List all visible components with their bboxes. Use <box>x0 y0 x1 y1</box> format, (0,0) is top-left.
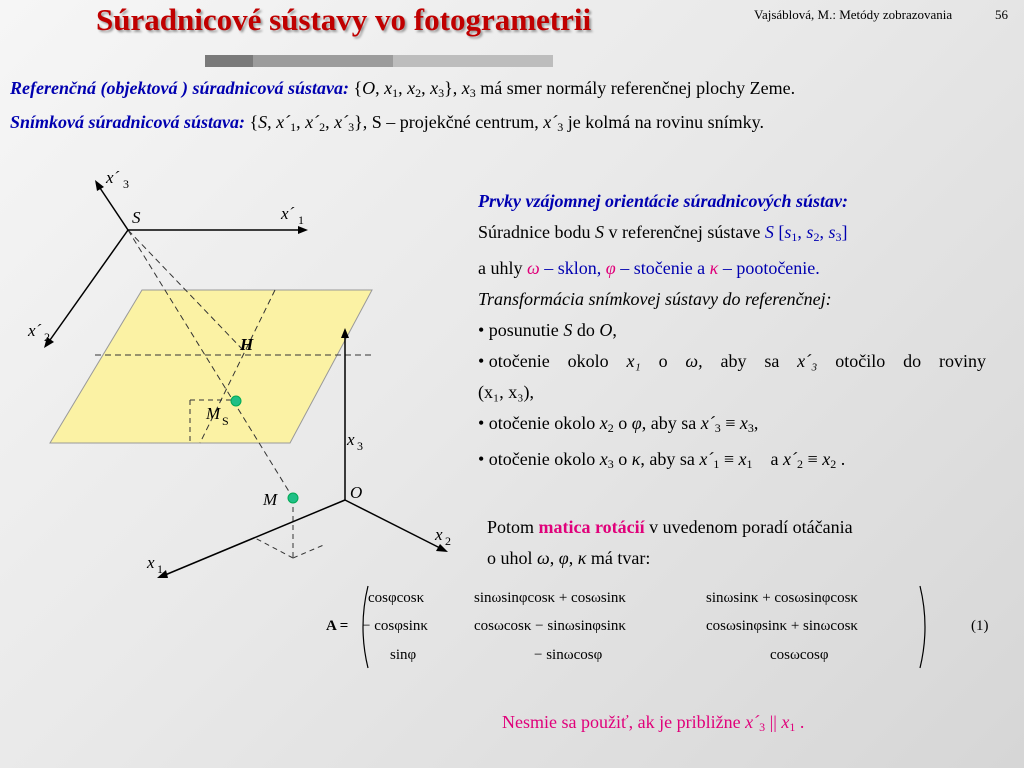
header-reference: Vajsáblová, M.: Metódy zobrazovania <box>754 7 953 22</box>
matrix-cell: − sinωcosφ <box>534 647 603 663</box>
label-ms: M <box>206 404 221 423</box>
page-number: 56 <box>995 7 1008 22</box>
label-x1: x <box>147 553 155 572</box>
label-x1p: x´ <box>281 204 295 223</box>
bullet-2-cont: (x₁, x₃), <box>478 382 535 402</box>
reference-system-text: má smer normály referenčnej plochy Zeme. <box>480 78 796 98</box>
label-x3: x <box>347 430 355 449</box>
matrix-cell: cosωcosκ − sinωsinφsinκ <box>474 618 626 634</box>
image-system-label: Snímková súradnicová sústava: <box>10 112 246 132</box>
title-underline-bar <box>205 55 253 67</box>
matrix-cell: cosωsinφsinκ + sinωcosκ <box>706 618 858 634</box>
label-m: M <box>263 490 278 509</box>
label-h: H <box>240 335 254 354</box>
image-system-text-2: je kolmá na rovinu snímky. <box>567 112 765 132</box>
reference-system-label: Referenčná (objektová ) súradnicová sústava: <box>10 78 349 98</box>
svg-text:2: 2 <box>44 330 50 344</box>
label-x3p: x´ <box>106 168 120 187</box>
orientation-line-1: Súradnice bodu S v referenčnej sústave S [$s_1$, $s_2$, $s_3$] <box>478 222 848 244</box>
warning-note: Nesmie sa použiť, ak je približne $x´_3$ || $x_1$ . <box>502 712 805 734</box>
svg-text:S: S <box>222 414 229 428</box>
point-ms <box>231 396 241 406</box>
matrix-cell: sinωsinκ + cosωsinφcosκ <box>706 590 858 606</box>
matrix-cell: sinφ <box>390 647 417 663</box>
title-underline-bar <box>253 55 393 67</box>
matrix-cell: cosφcosκ <box>368 590 425 606</box>
equation-number: (1) <box>971 618 989 634</box>
matrix-cell: sinωsinφcosκ + cosωsinκ <box>474 590 626 606</box>
label-s: S <box>132 208 141 227</box>
orientation-elements <box>478 186 986 480</box>
orientation-line-2: a uhly ω – sklon, φ – stočenie a κ – pootočenie. <box>478 258 820 278</box>
label-o: O <box>350 483 363 502</box>
label-x2: x <box>435 525 443 544</box>
point-m <box>288 493 298 503</box>
rotation-matrix-intro: Potom matica rotácií v uvedenom poradí otáčania o uhol ω, φ, κ má tvar: <box>487 517 853 568</box>
bullet-1: • posunutie S do O, <box>478 320 617 340</box>
bullet-3: • otočenie okolo $x_2$ o φ, aby sa $x´_3 \equiv x_3$, <box>478 413 759 435</box>
label-x2p: x´ <box>28 321 42 340</box>
title-underline-bar <box>393 55 553 67</box>
bullet-2: • otočenie okolo x₁ o ω, aby sa x´₃ otočilo do roviny <box>478 351 986 371</box>
page-title: Súradnicové sústavy vo fotogrametrii <box>96 2 592 37</box>
rotation-matrix <box>326 584 1006 670</box>
svg-text:2: 2 <box>445 534 451 548</box>
svg-text:3: 3 <box>357 439 363 453</box>
matrix-name: A = <box>326 618 349 634</box>
transform-heading: Transformácia snímkovej sústavy do referenčnej: <box>478 289 832 309</box>
svg-text:3: 3 <box>123 177 129 191</box>
image-system-text: , S – projekčné centrum, <box>362 112 539 132</box>
image-system-line: Snímková súradnicová sústava: {S, $x´_1$, $x´_2$, $x´_3$}, S – projekčné centrum, $x´_3$ je kolmá na rovinu snímky. <box>10 112 765 134</box>
matrix-cell: − cosφsinκ <box>362 618 428 634</box>
matrix-cell: cosωcosφ <box>770 647 829 663</box>
orientation-heading: Prvky vzájomnej orientácie súradnicových sústav: <box>478 191 848 211</box>
rotation-matrix-highlight: matica rotácií <box>538 517 645 537</box>
svg-text:1: 1 <box>157 562 163 576</box>
bullet-4: • otočenie okolo $x_3$ o κ, aby sa $x´_1 \equiv x_1$ a $x´_2 \equiv x_2$ . <box>478 449 846 471</box>
reference-system-line: Referenčná (objektová ) súradnicová sústava: {O, $x_1$, $x_2$, $x_3$}, $x_3$ má smer normály referenčnej plochy Zeme. <box>10 78 796 100</box>
coordinate-systems-diagram <box>0 160 470 590</box>
svg-text:1: 1 <box>298 213 304 227</box>
